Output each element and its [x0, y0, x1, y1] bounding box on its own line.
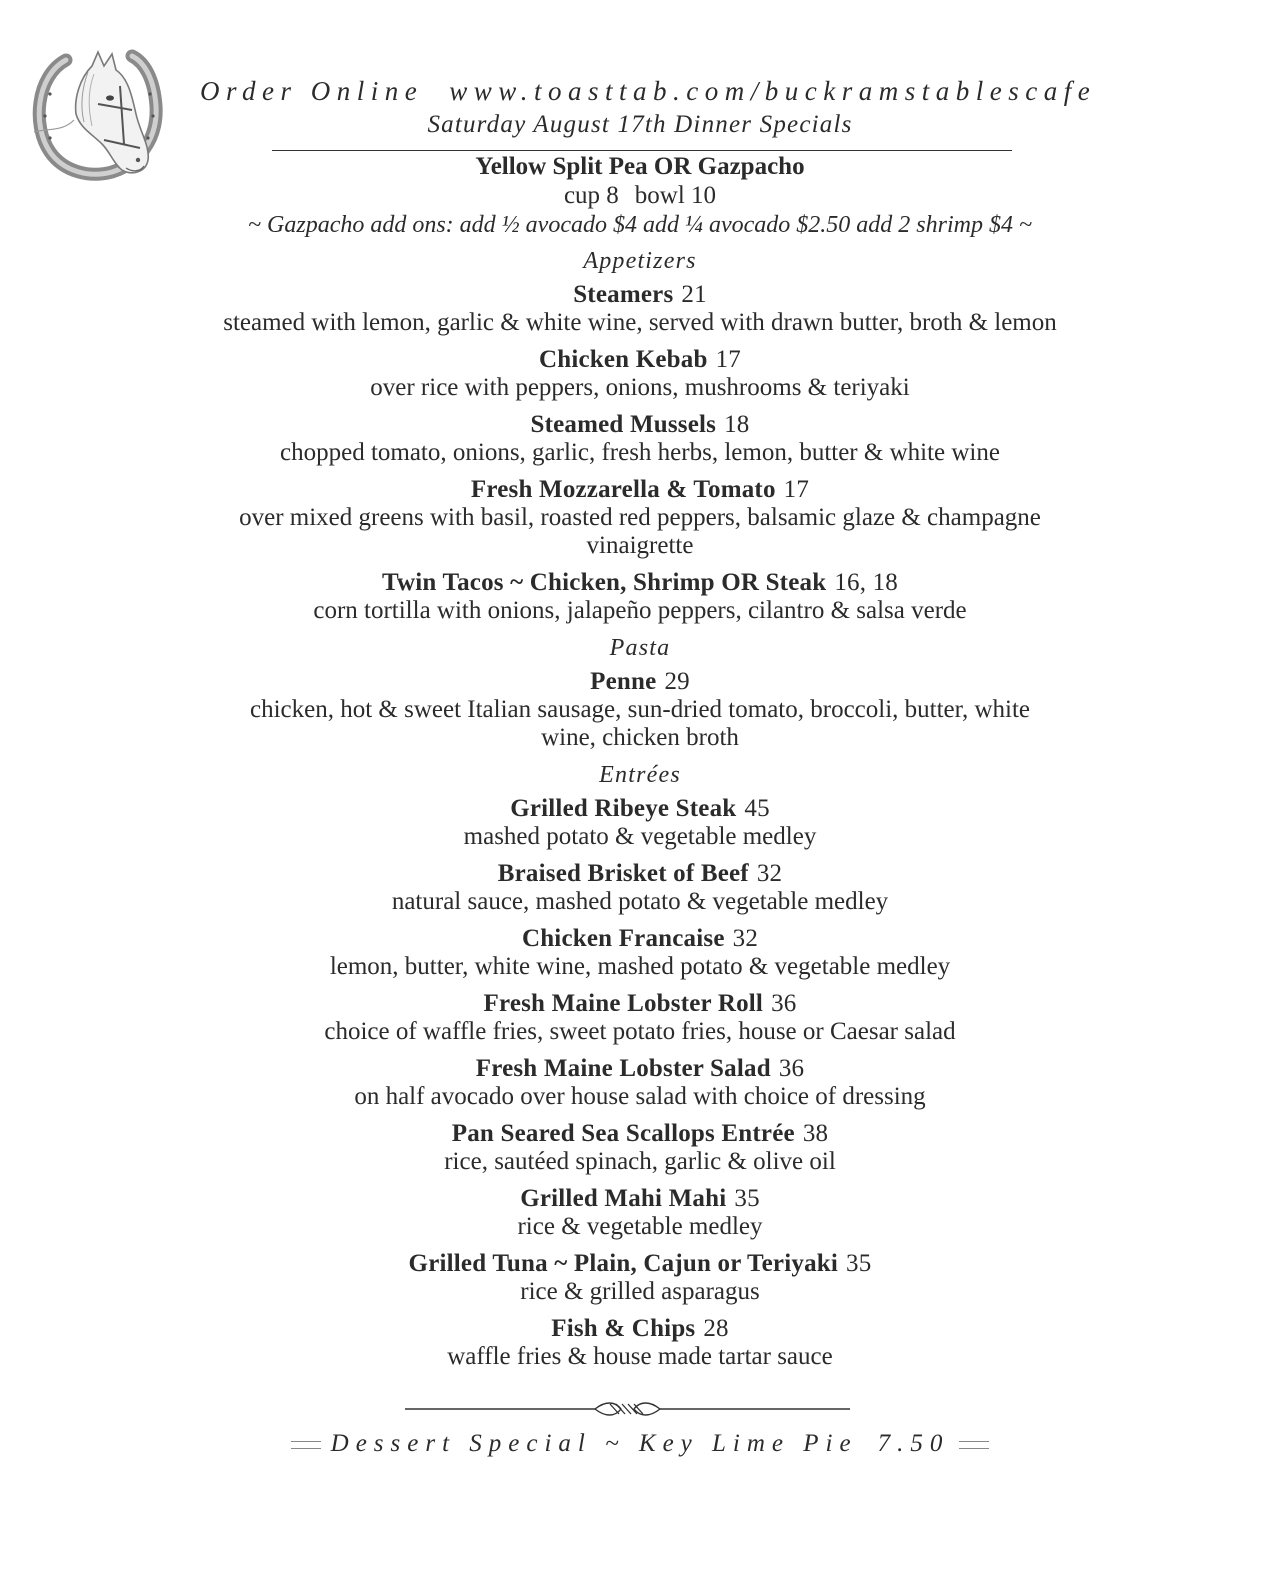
item-description: natural sauce, mashed potato & vegetable medley: [391, 888, 889, 915]
item-price: 38: [802, 1120, 829, 1147]
item-description: mashed potato & vegetable medley: [463, 823, 817, 850]
section-heading-pasta: Pasta: [609, 635, 671, 661]
item-name: Steamers: [573, 281, 674, 308]
soup-bowl-price: bowl 10: [634, 182, 717, 209]
item-name: Steamed Mussels: [530, 411, 717, 438]
menu-item: [180, 1314, 1100, 1371]
item-name: Fresh Mozzarella & Tomato: [470, 476, 776, 503]
item-price: 36: [778, 1055, 805, 1082]
item-description: steamed with lemon, garlic & white wine, served with drawn butter, broth & lemon: [223, 309, 1057, 336]
item-name: Twin Tacos ~ Chicken, Shrimp OR Steak: [381, 569, 827, 596]
menu-item: [180, 1184, 1100, 1241]
item-description: lemon, butter, white wine, mashed potato & vegetable medley: [329, 953, 951, 980]
menu-item: [180, 568, 1100, 625]
menu-item: [180, 1249, 1100, 1306]
dessert-label: Dessert Special ~ Key Lime Pie: [330, 1430, 858, 1457]
dinner-specials-title: Saturday August 17th Dinner Specials: [427, 111, 853, 138]
item-price: 17: [783, 476, 810, 503]
item-description: rice & vegetable medley: [517, 1213, 763, 1240]
menu-item: [180, 1054, 1100, 1111]
item-description: corn tortilla with onions, jalapeño peppers, cilantro & salsa verde: [313, 597, 967, 624]
menu-item: [180, 794, 1100, 851]
item-price: 36: [771, 990, 797, 1017]
item-description: rice & grilled asparagus: [520, 1278, 760, 1305]
menu-item: [180, 410, 1100, 467]
section-heading-appetizers: Appetizers: [583, 248, 697, 274]
item-price: 35: [734, 1185, 760, 1212]
item-description: over rice with peppers, onions, mushrooms & teriyaki: [370, 374, 910, 401]
item-price: 29: [664, 668, 690, 695]
soup-cup-price: cup 8: [563, 182, 619, 209]
menu-item: [180, 345, 1100, 402]
menu-item: [180, 280, 1100, 337]
left-double-dash-ornament: [291, 1441, 321, 1449]
item-name: Chicken Francaise: [521, 925, 725, 952]
item-description: on half avocado over house salad with choice of dressing: [354, 1083, 926, 1110]
menu-item: [180, 1119, 1100, 1176]
item-name: Fresh Maine Lobster Roll: [483, 990, 764, 1017]
item-name: Grilled Tuna ~ Plain, Cajun or Teriyaki: [408, 1250, 839, 1277]
item-price: 21: [681, 281, 707, 308]
menu-item: [180, 667, 1100, 752]
item-name: Grilled Ribeye Steak: [510, 795, 737, 822]
order-online-line: [200, 76, 1097, 107]
item-price: 16, 18: [834, 569, 899, 596]
menu-body: [180, 150, 1100, 1379]
item-price: 28: [703, 1315, 729, 1342]
menu-item: [180, 924, 1100, 981]
soup-title: Yellow Split Pea OR Gazpacho: [475, 153, 805, 180]
ornamental-divider: [405, 1398, 850, 1420]
item-price: 17: [715, 346, 741, 373]
item-name: Fish & Chips: [551, 1315, 696, 1342]
section-heading-entrees: Entrées: [599, 762, 681, 788]
item-description: over mixed greens with basil, roasted red peppers, balsamic glaze & champagne vinaigrette: [239, 504, 1041, 559]
soup-prices: [180, 182, 1100, 210]
item-description: chicken, hot & sweet Italian sausage, sun-dried tomato, broccoli, butter, white wine, chicken broth: [249, 696, 1031, 751]
item-price: 45: [744, 795, 770, 822]
item-name: Penne: [590, 668, 657, 695]
menu-header: [200, 76, 1097, 139]
menu-item: [180, 859, 1100, 916]
menu-item: [180, 989, 1100, 1046]
item-description: waffle fries & house made tartar sauce: [447, 1343, 833, 1370]
item-price: 18: [724, 411, 750, 438]
item-description: chopped tomato, onions, garlic, fresh herbs, lemon, butter & white wine: [280, 439, 1000, 466]
item-price: 35: [846, 1250, 872, 1277]
gazpacho-addons: ~ Gazpacho add ons: add ½ avocado $4 add ¼ avocado $2.50 add 2 shrimp $4 ~: [248, 212, 1032, 238]
item-description: rice, sautéed spinach, garlic & olive oil: [444, 1148, 836, 1175]
horse-horseshoe-logo: [28, 48, 168, 183]
item-name: Grilled Mahi Mahi: [520, 1185, 727, 1212]
dessert-price: 7.50: [877, 1430, 950, 1457]
right-double-dash-ornament: [959, 1441, 989, 1449]
soup-block: [180, 152, 1100, 240]
order-online-url[interactable]: www.toasttab.com/buckramstablescafe: [449, 76, 1097, 106]
item-description: choice of waffle fries, sweet potato fries, house or Caesar salad: [324, 1018, 956, 1045]
item-name: Chicken Kebab: [538, 346, 708, 373]
item-price: 32: [732, 925, 759, 952]
item-name: Fresh Maine Lobster Salad: [475, 1055, 771, 1082]
menu-item: [180, 475, 1100, 560]
order-online-label: Order Online: [200, 76, 424, 106]
item-price: 32: [756, 860, 783, 887]
item-name: Pan Seared Sea Scallops Entrée: [451, 1120, 795, 1147]
item-name: Braised Brisket of Beef: [497, 860, 749, 887]
dessert-special: [180, 1430, 1100, 1458]
